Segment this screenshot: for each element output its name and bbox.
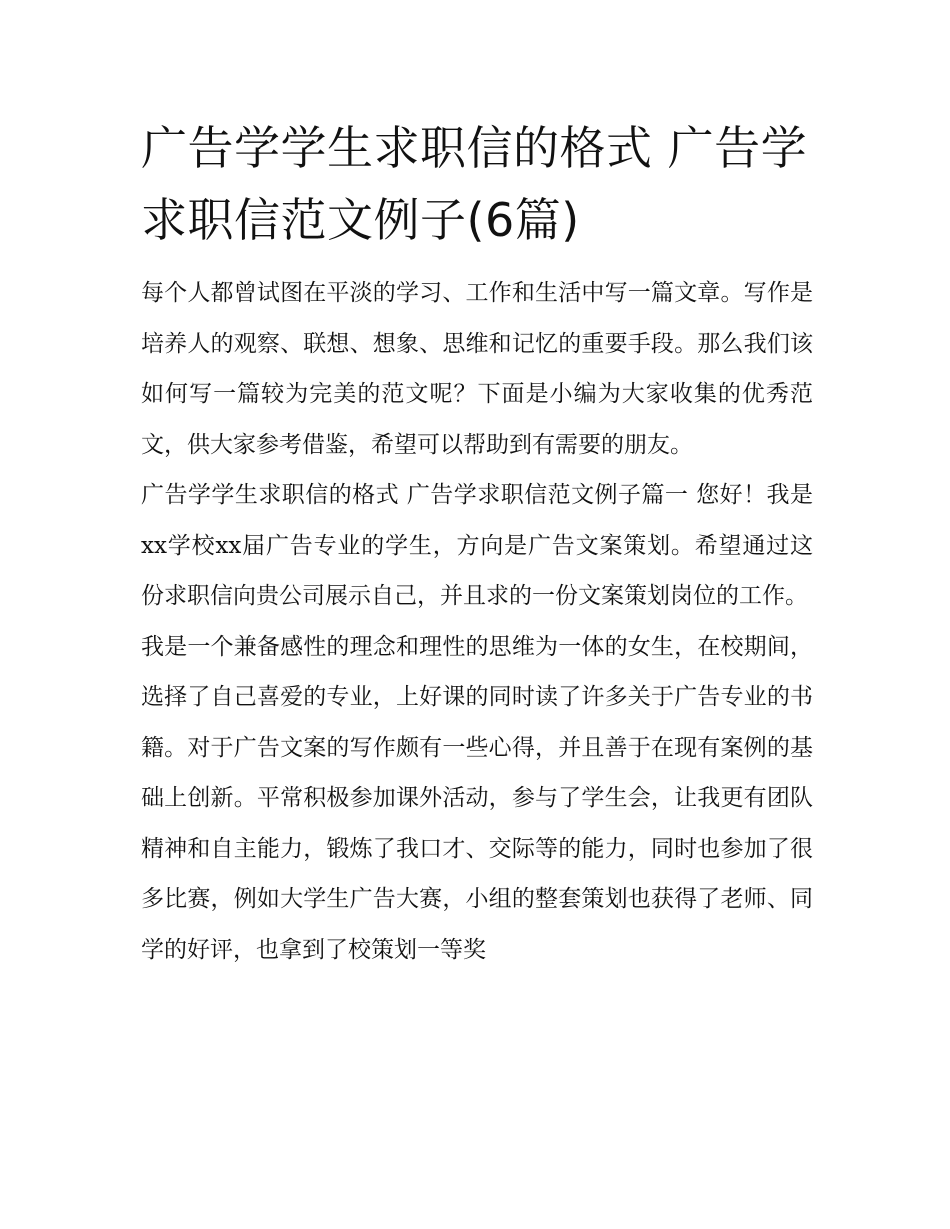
paragraph-intro: 每个人都曾试图在平淡的学习、工作和生活中写一篇文章。写作是培养人的观察、联想、想象、思维和记忆的重要手段。那么我们该如何写一篇较为完美的范文呢？下面是小编为大家收集的优秀范文，供大家参考借鉴，希望可以帮助到有需要的朋友。 [141, 280, 813, 458]
document-body [141, 112, 813, 975]
title-spacer [141, 256, 813, 268]
paragraph-self-introduction: 我是一个兼备感性的理念和理性的思维为一体的女生，在校期间，选择了自己喜爱的专业，上好课的同时读了许多关于广告专业的书籍。对于广告文案的写作颇有一些心得，并且善于在现有案例的基础上创新。平常积极参加课外活动，参与了学生会，让我更有团队精神和自主能力，锻炼了我口才、交际等的能力，同时也参加了很多比赛，例如大学生广告大赛，小组的整套策划也获得了老师、同学的好评，也拿到了校策划一等奖 [141, 633, 813, 963]
paragraph-greeting: 广告学学生求职信的格式 广告学求职信范文例子篇一 您好！我是xx学校xx届广告专业的学生，方向是广告文案策划。希望通过这份求职信向贵公司展示自己，并且求的一份文案策划岗位的工作。 [141, 482, 813, 609]
document-title: 广告学学生求职信的格式 广告学求职信范文例子(6篇) [141, 121, 808, 247]
